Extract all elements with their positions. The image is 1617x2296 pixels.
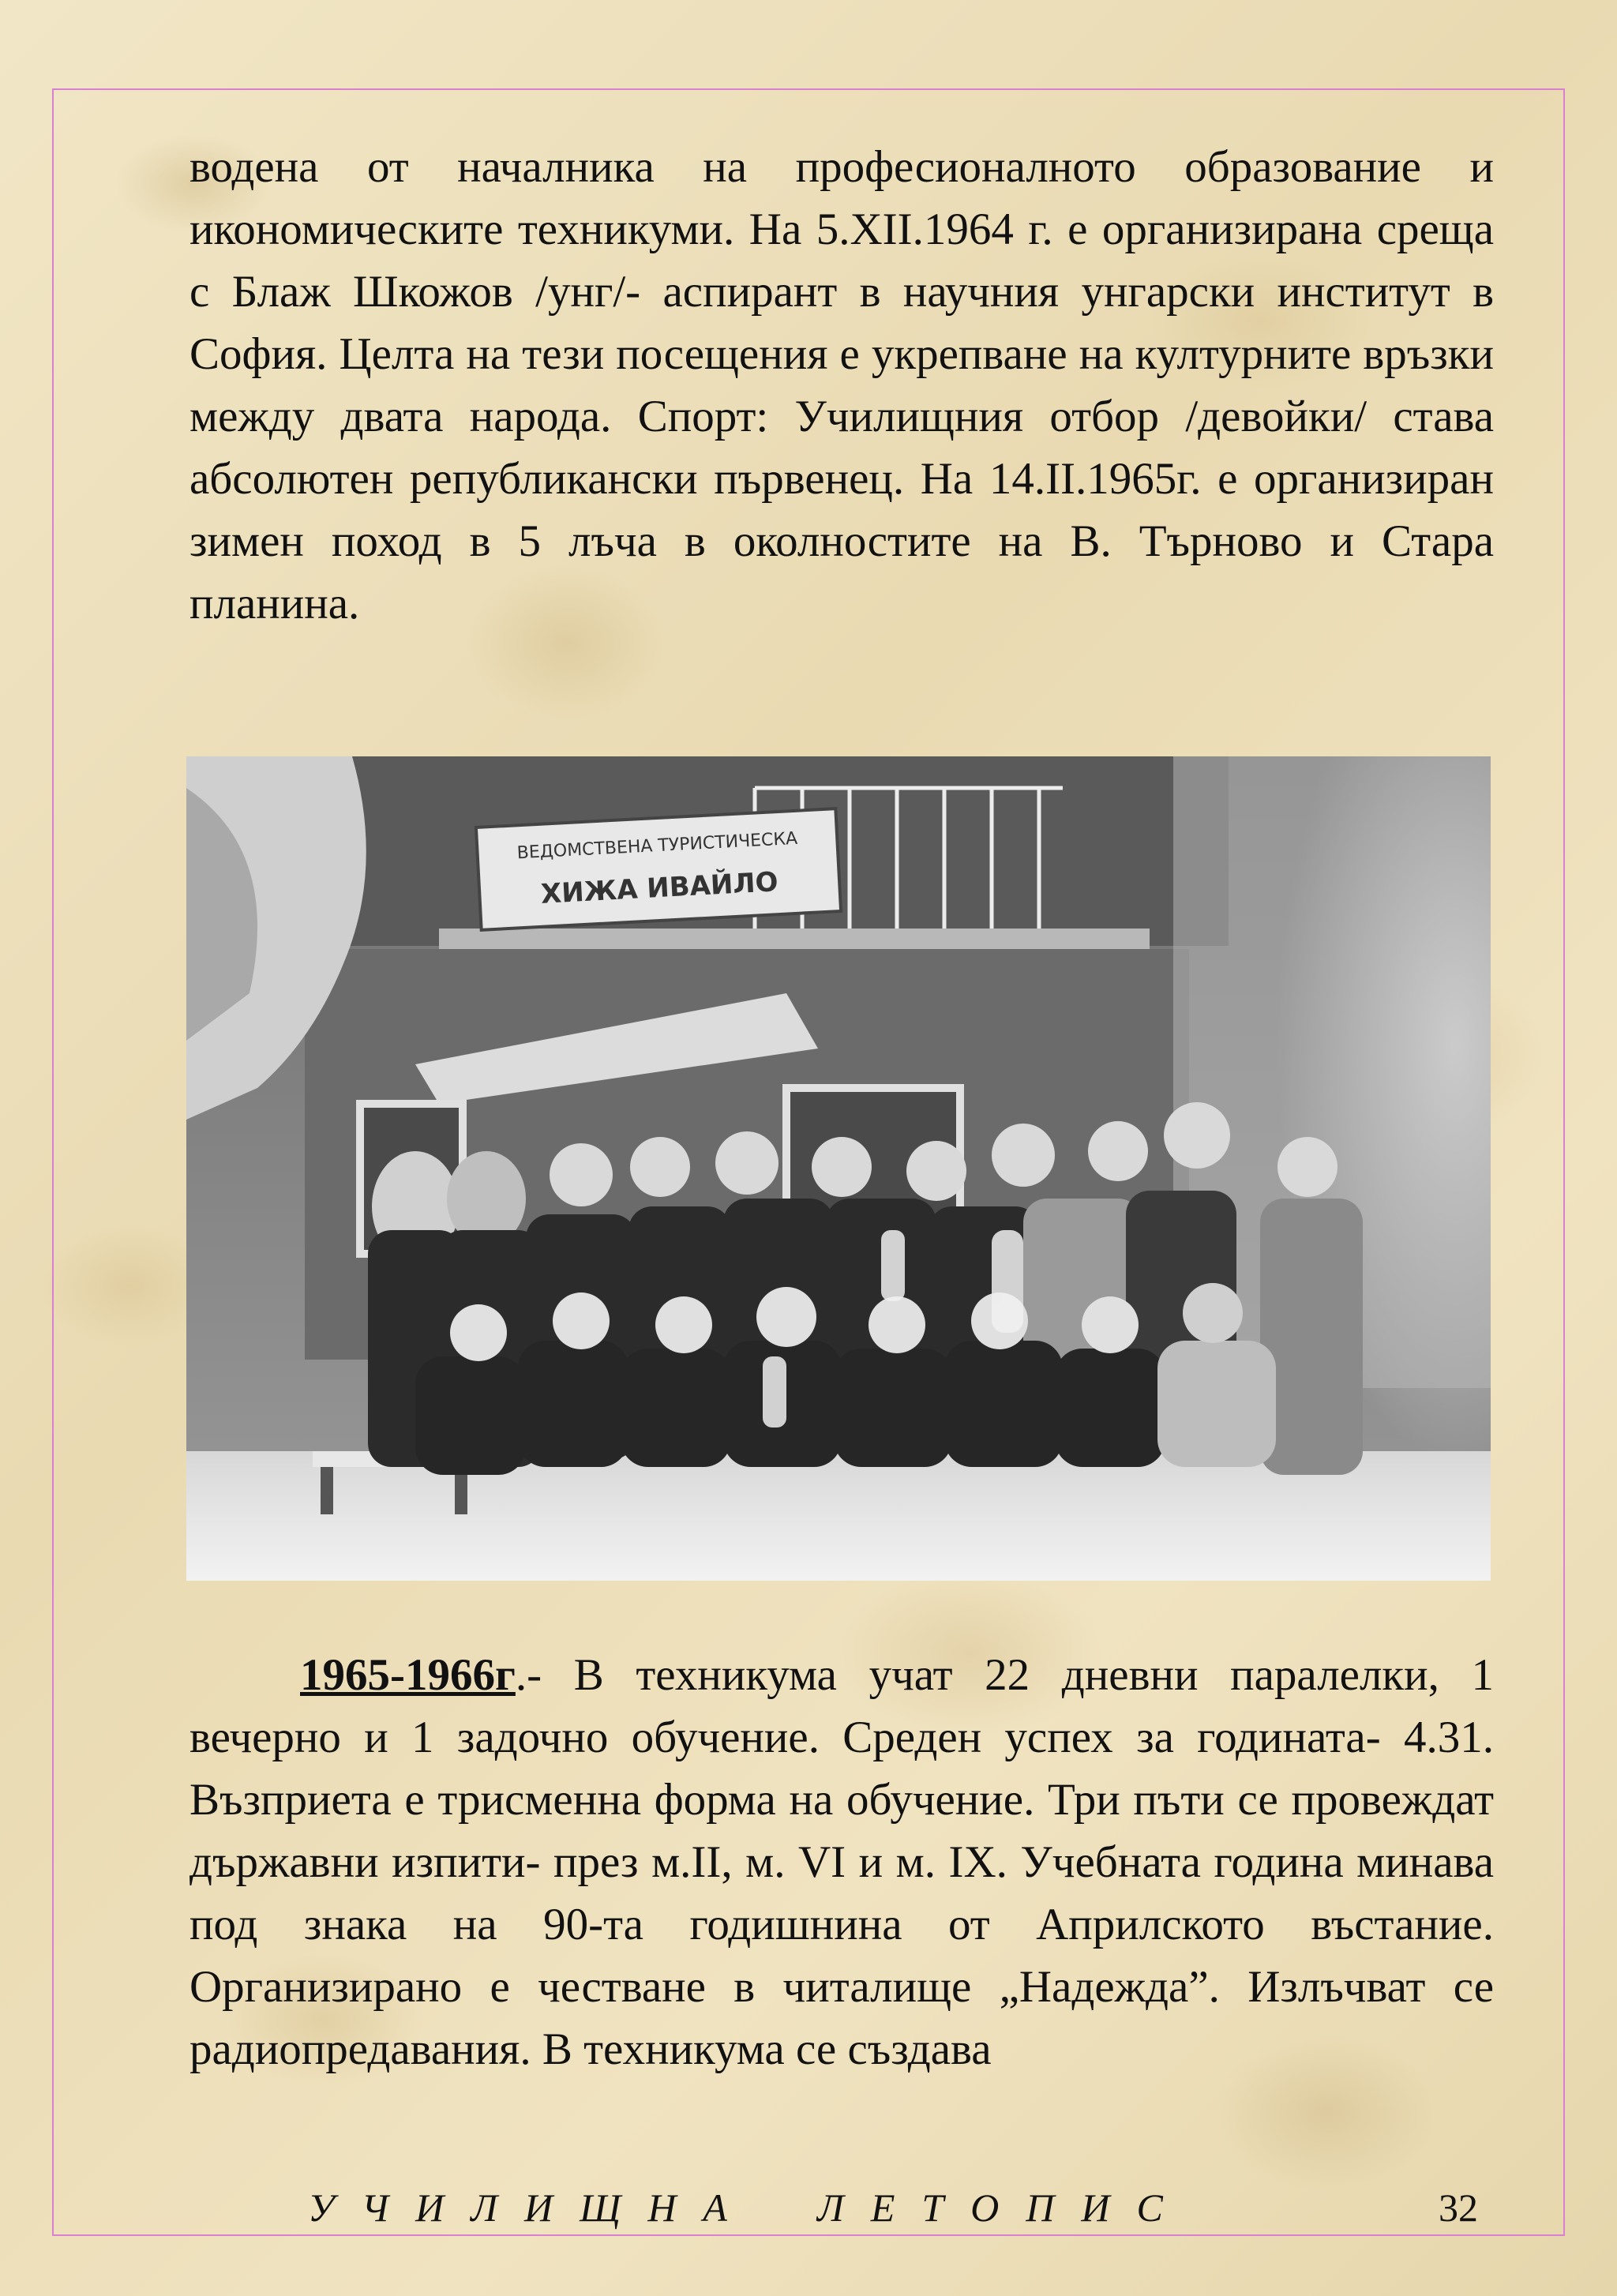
footer-title — [308, 2185, 1334, 2230]
group-photo-image — [186, 756, 1491, 1581]
year-heading: 1965-1966г — [300, 1650, 516, 1700]
paragraph-1: водена от началника на професионалното образование и икономическите техникуми. На 5.XII.1964 г. е организирана среща с Блаж Шкожов /унг/- аспирант в научния унгарски институт в София. Целта на тези посещения е укрепване на културните връзки между двата народа. Спорт: Училищния отбор /девойки/ става абсолютен републикански първенец. На 14.II.1965г. е организиран зимен поход в 5 лъча в околностите на В. Търново и Стара планина. — [189, 142, 1494, 628]
page-number: 32 — [1439, 2185, 1478, 2230]
sign-text-line-1: ВЕДОМСТВЕНА ТУРИСТИЧЕСКА — [516, 828, 798, 864]
footer-word-2: ЛЕТОПИС — [816, 2185, 1190, 2230]
footer-word-1: УЧИЛИЩНА — [308, 2185, 754, 2230]
paragraph-2-text: В техникума учат 22 дневни паралелки, 1 вечерно и 1 задочно обучение. Среден успех за годината- 4.31. Възприета е трисменна форма на обучение. Три пъти се провеждат държавни изпити- през м.II, м. VI и м. IX. Учебната година минава под знака на 90-та годишнина от Априлското въстание. Организирано е честване в читалище „Надежда”. Излъчват се радиопредавания. В техникума се създава — [189, 1650, 1494, 2074]
year-suffix: .- — [515, 1650, 542, 1700]
sign-text-line-2: ХИЖА ИВАЙЛО — [540, 866, 779, 910]
paragraph-2 — [189, 1644, 1494, 2080]
group-photo — [186, 756, 1491, 1581]
